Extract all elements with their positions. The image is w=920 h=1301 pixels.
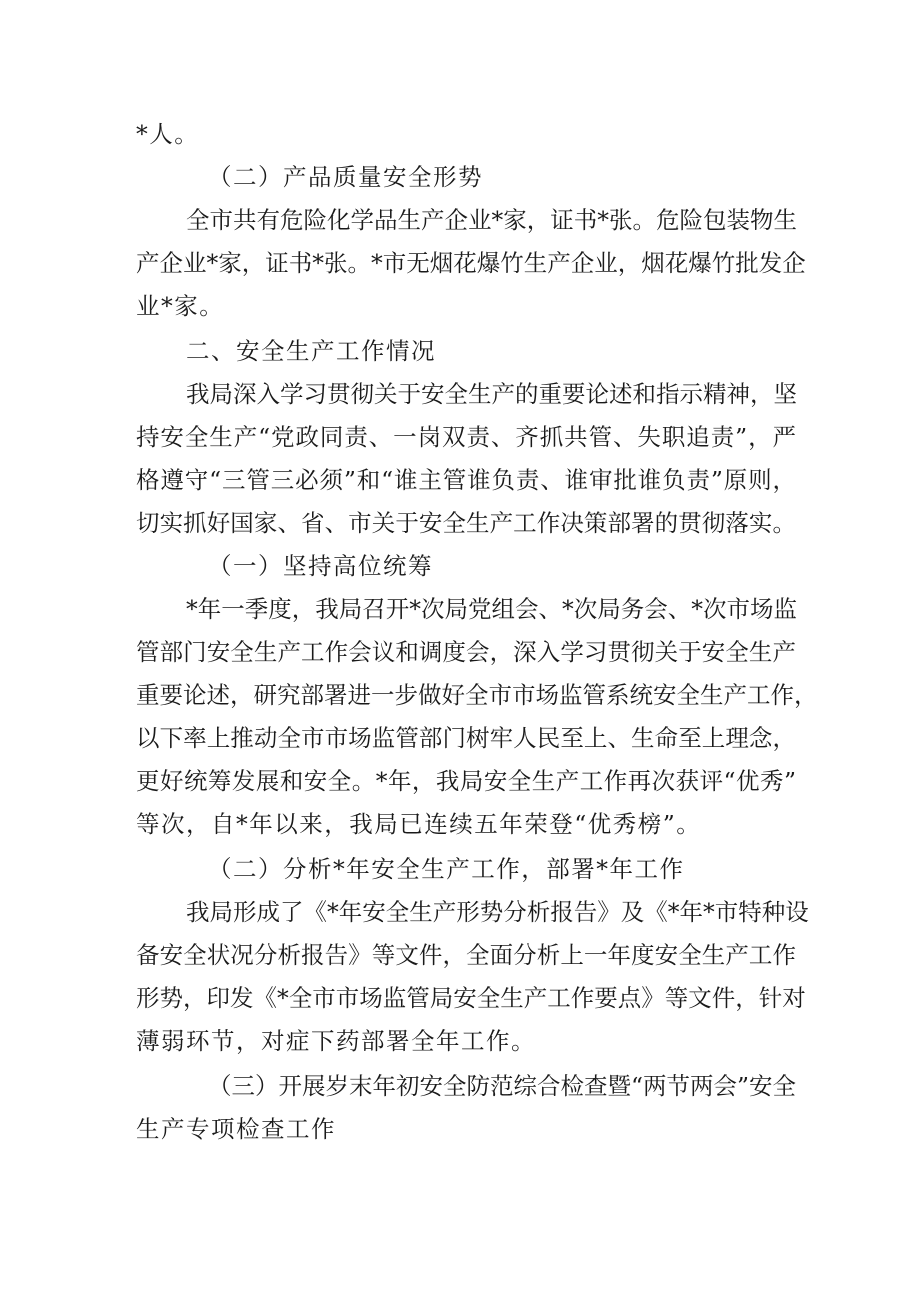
section-heading: （二）分析*年安全生产工作，部署*年工作 <box>208 855 685 883</box>
text-line: 格遵守“三管三必须”和“谁主管谁负责、谁审批谁负责”原则， <box>136 466 796 494</box>
section-heading: （二）产品质量安全形势 <box>208 163 483 191</box>
text-line: 形势，印发《*全市市场监管局安全生产工作要点》等文件，针对 <box>136 984 806 1012</box>
text-line: 以下率上推动全市市场监管部门树牢人民至上、生命至上理念， <box>136 724 796 752</box>
text-line: 持安全生产“党政同责、一岗双责、齐抓共管、失职追责”，严 <box>136 423 796 451</box>
text-line: 产企业*家，证书*张。*市无烟花爆竹生产企业，烟花爆竹批发企 <box>136 249 806 277</box>
section-heading: 二、安全生产工作情况 <box>186 337 436 365</box>
text-line: 我局深入学习贯彻关于安全生产的重要论述和指示精神，坚 <box>186 380 797 408</box>
text-line: 等次，自*年以来，我局已连续五年荣登“优秀榜”。 <box>136 810 702 838</box>
text-line: 切实抓好国家、省、市关于安全生产工作决策部署的贯彻落实。 <box>136 509 796 537</box>
text-line: 我局形成了《*年安全生产形势分析报告》及《*年*市特种设 <box>186 898 809 926</box>
text-line: 生产专项检查工作 <box>136 1115 336 1143</box>
text-line: *人。 <box>136 120 200 148</box>
text-line: 业*家。 <box>136 292 225 320</box>
text-line: *年一季度，我局召开*次局党组会、*次局务会、*次市场监 <box>186 595 797 623</box>
text-line: 管部门安全生产工作会议和调度会，深入学习贯彻关于安全生产 <box>136 638 796 666</box>
text-line: 更好统筹发展和安全。*年，我局安全生产工作再次获评“优秀” <box>136 767 796 795</box>
text-line: 重要论述，研究部署进一步做好全市市场监管系统安全生产工作， <box>136 681 818 709</box>
text-line: 薄弱环节，对症下药部署全年工作。 <box>136 1027 536 1055</box>
text-line: 全市共有危险化学品生产企业*家，证书*张。危险包装物生 <box>186 206 797 234</box>
section-heading: （一）坚持高位统筹 <box>208 552 433 580</box>
section-heading: （三）开展岁末年初安全防范综合检查暨“两节两会”安全 <box>208 1072 797 1100</box>
text-line: 备安全状况分析报告》等文件，全面分析上一年度安全生产工作 <box>136 941 796 969</box>
